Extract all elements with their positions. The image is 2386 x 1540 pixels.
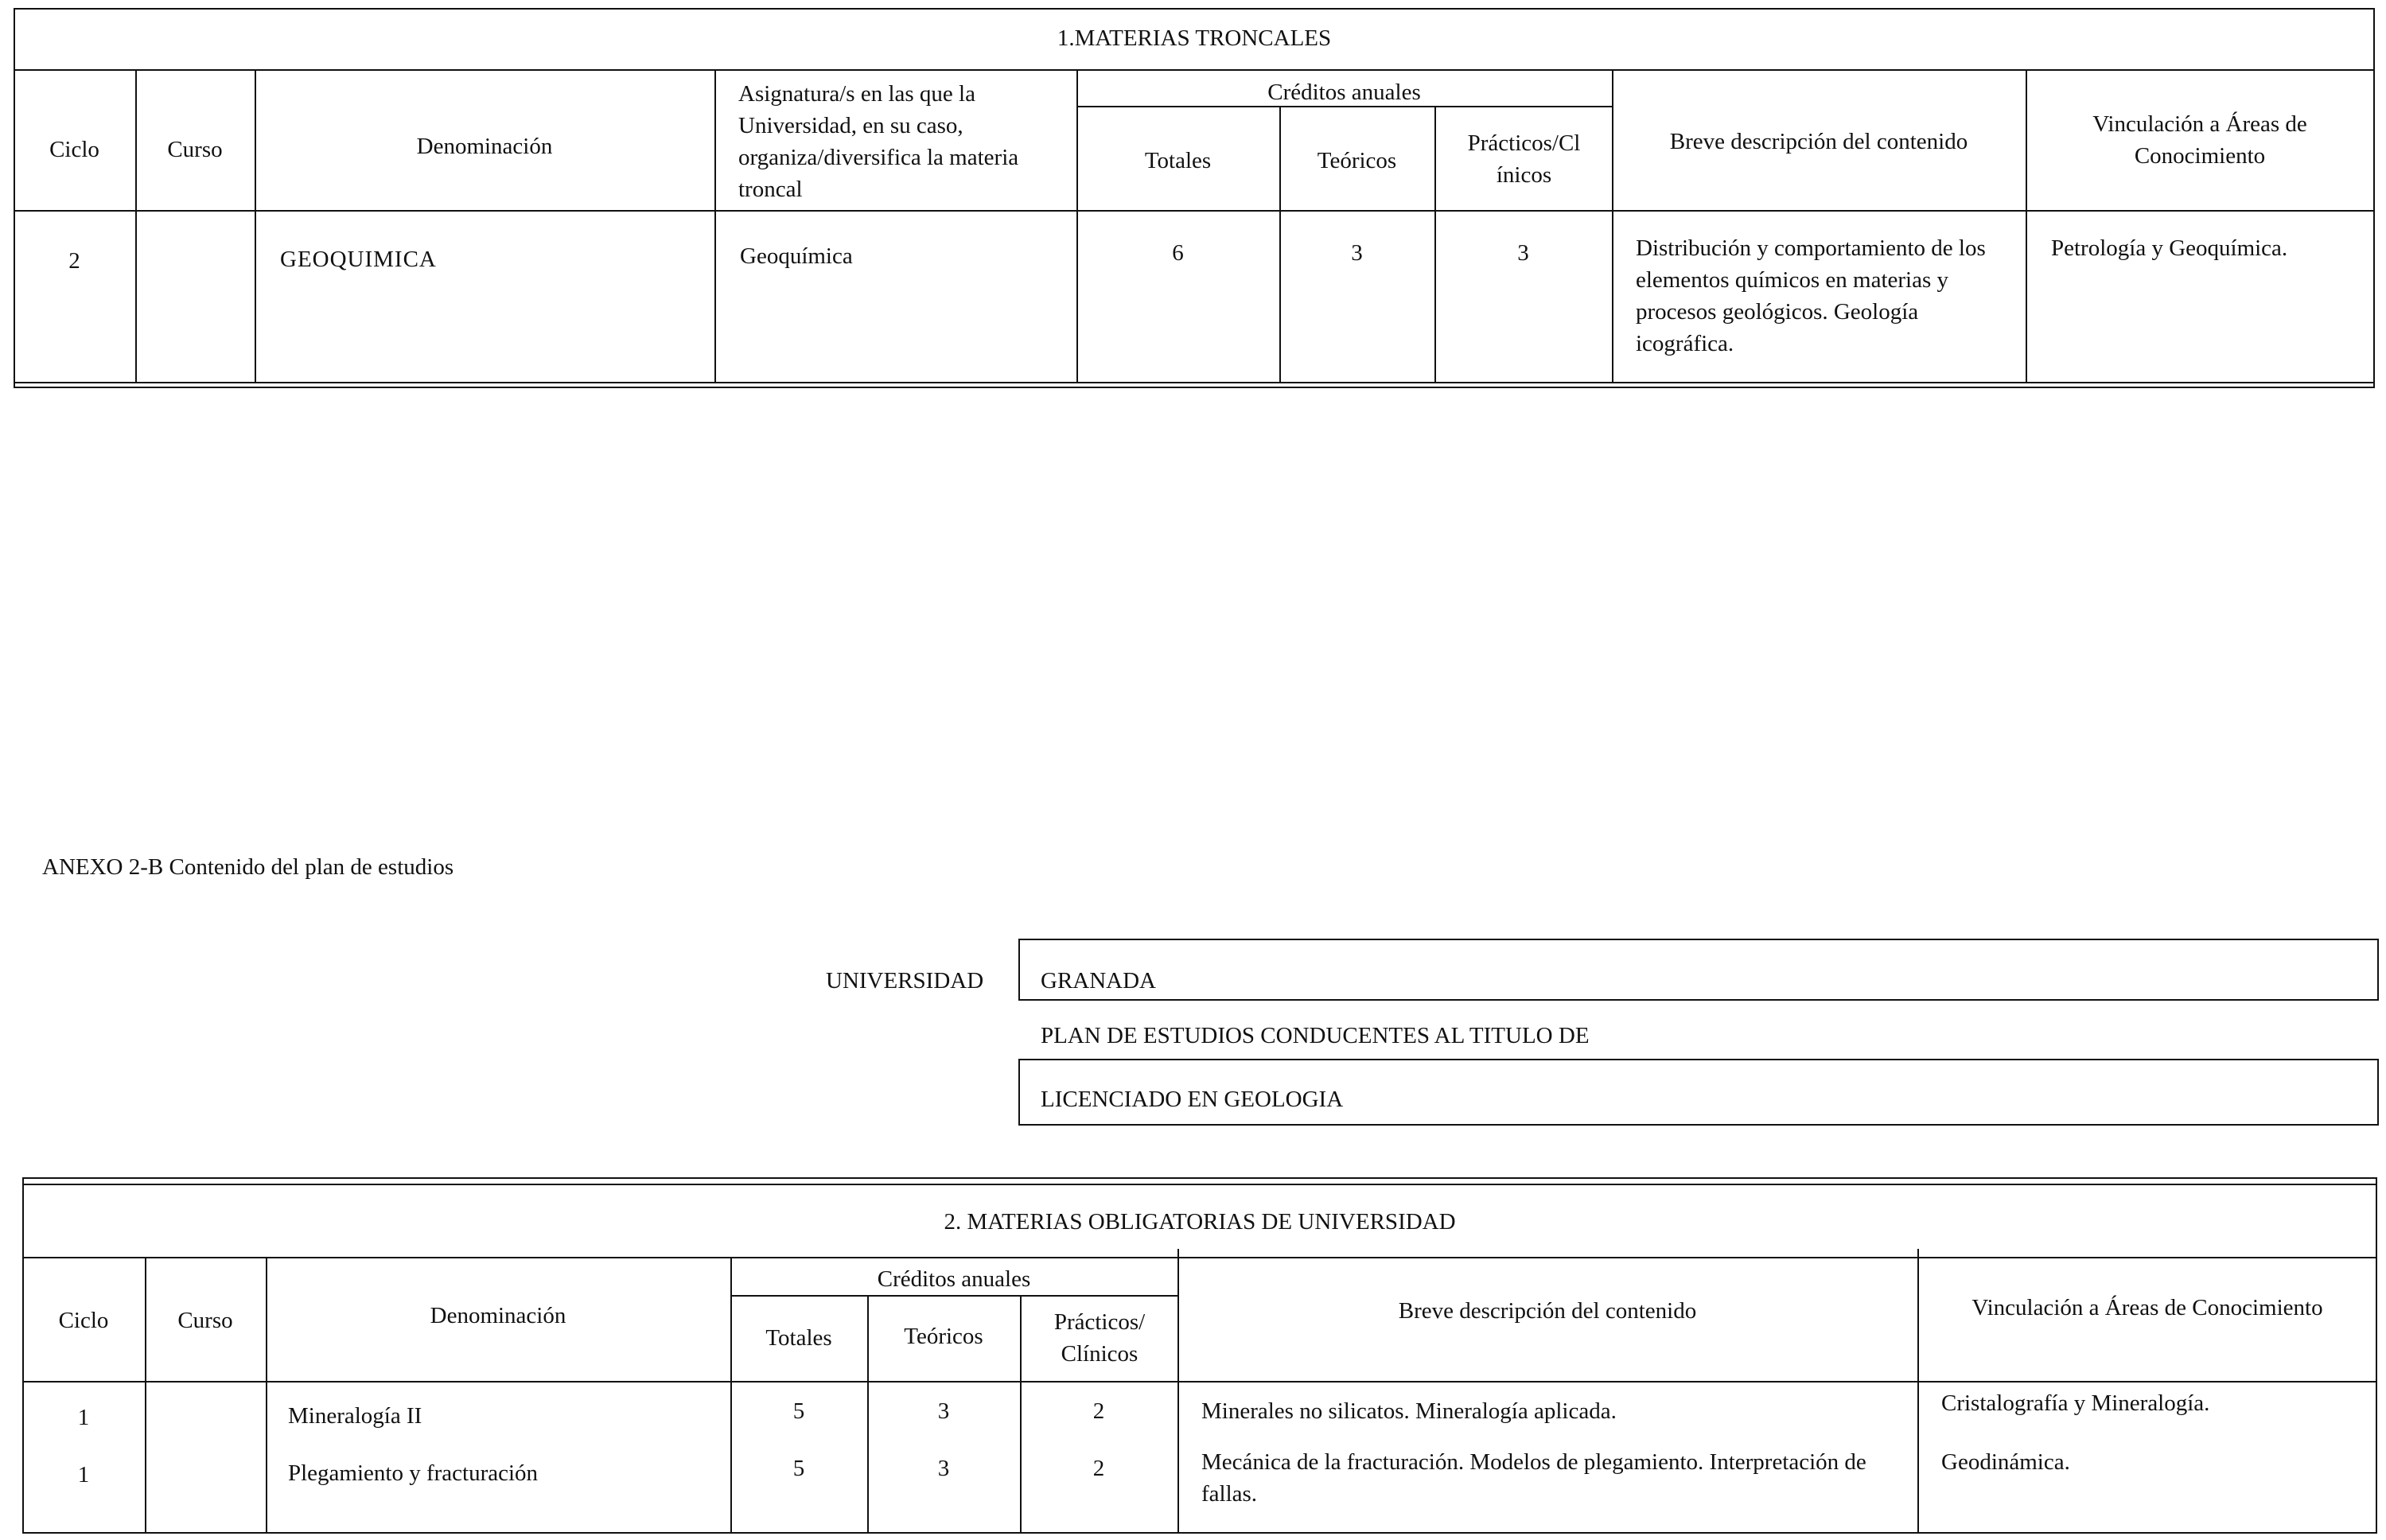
cell-practicos: 3 — [1517, 240, 1529, 266]
cell-denominacion: Mineralogía II — [288, 1403, 422, 1429]
table2-title: 2. MATERIAS OBLIGATORIAS DE UNIVERSIDAD — [944, 1209, 1456, 1235]
cell-descripcion: Mecánica de la fracturación. Modelos de plegamiento. Interpretación de fallas. — [1201, 1449, 1866, 1507]
header-totales: Totales — [1144, 148, 1212, 173]
header-vinculacion: Vinculación a Áreas de Conocimiento — [2092, 111, 2307, 169]
plan-value: LICENCIADO EN GEOLOGIA — [1041, 1087, 1344, 1112]
header-denominacion: Denominación — [416, 134, 553, 159]
header-teoricos: Teóricos — [1317, 148, 1397, 173]
cell-denominacion: GEOQUIMICA — [280, 247, 437, 272]
cell-ciclo: 1 — [77, 1462, 90, 1488]
cell-descripcion: Minerales no silicatos. Mineralogía aplicada. — [1201, 1398, 1617, 1424]
header-descripcion: Breve descripción del contenido — [1669, 129, 1968, 154]
header-totales: Totales — [765, 1325, 832, 1351]
header-curso: Curso — [167, 137, 223, 162]
cell-totales: 5 — [792, 1456, 805, 1481]
cell-vinculacion: Petrología y Geoquímica. — [2051, 235, 2288, 261]
universidad-value: GRANADA — [1041, 968, 1156, 994]
cell-teoricos: 3 — [937, 1398, 950, 1424]
cell-totales: 6 — [1172, 240, 1184, 266]
header-ciclo: Ciclo — [49, 137, 99, 162]
cell-vinculacion: Geodinámica. — [1941, 1449, 2070, 1475]
header-vinculacion: Vinculación a Áreas de Conocimiento — [1971, 1295, 2323, 1320]
header-descripcion: Breve descripción del contenido — [1398, 1298, 1697, 1324]
universidad-box — [1018, 939, 2379, 1001]
header-practicos: Prácticos/ Clínicos — [1053, 1309, 1146, 1367]
table1-title: 1.MATERIAS TRONCALES — [1057, 25, 1332, 51]
cell-ciclo: 2 — [68, 248, 80, 274]
header-asignatura: Asignatura/s en las que la Universidad, en su caso, organiza/diversifica la materia troncal — [738, 81, 1019, 202]
cell-practicos: 2 — [1092, 1456, 1105, 1481]
cell-asignatura: Geoquímica — [740, 243, 853, 269]
header-ciclo: Ciclo — [58, 1308, 109, 1333]
cell-vinculacion: Cristalografía y Mineralogía. — [1941, 1390, 2210, 1416]
header-denominacion: Denominación — [430, 1303, 566, 1328]
universidad-label: UNIVERSIDAD — [826, 968, 984, 994]
cell-totales: 5 — [792, 1398, 805, 1424]
header-creditos-anuales: Créditos anuales — [877, 1266, 1031, 1292]
plan-label: PLAN DE ESTUDIOS CONDUCENTES AL TITULO DE — [1041, 1023, 1590, 1048]
header-creditos-anuales: Créditos anuales — [1267, 80, 1421, 105]
cell-teoricos: 3 — [937, 1456, 950, 1481]
anexo-title: ANEXO 2-B Contenido del plan de estudios — [42, 854, 454, 880]
cell-denominacion: Plegamiento y fracturación — [288, 1460, 539, 1486]
cell-ciclo: 1 — [77, 1405, 90, 1430]
cell-teoricos: 3 — [1351, 240, 1363, 266]
header-curso: Curso — [177, 1308, 233, 1333]
cell-descripcion: Distribución y comportamiento de los elementos químicos en materias y procesos geológicos. Geología icográfica. — [1636, 235, 1986, 356]
header-practicos: Prácticos/Cl ínicos — [1467, 130, 1581, 188]
cell-practicos: 2 — [1092, 1398, 1105, 1424]
header-teoricos: Teóricos — [904, 1324, 983, 1349]
